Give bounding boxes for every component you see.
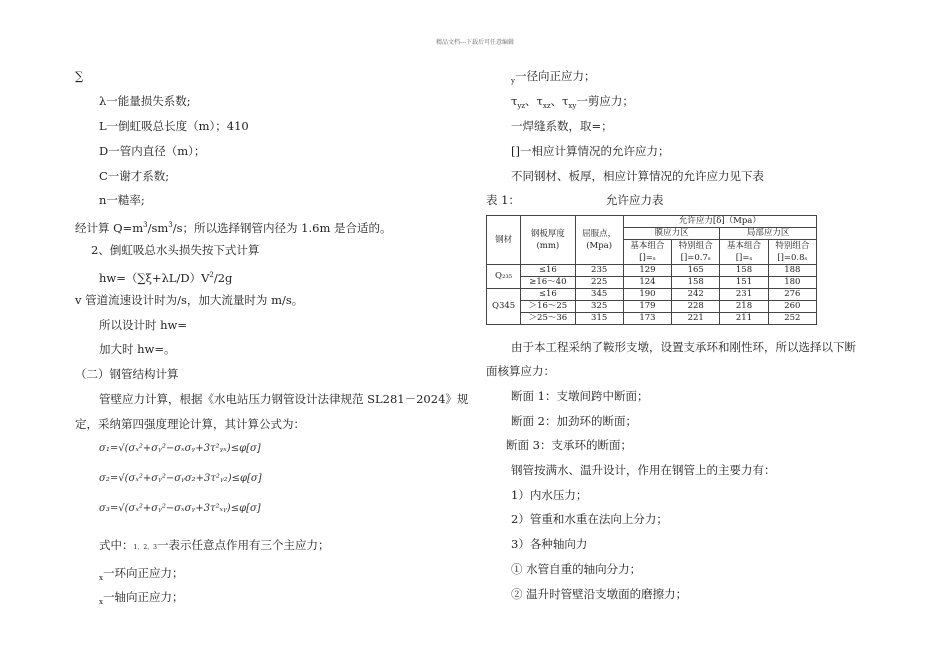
sigma-symbol: ∑ <box>75 69 84 83</box>
max-hw: 加大时 hw=。 <box>99 342 176 356</box>
radial-stress-definition: $_y$一径向正应力； <box>511 69 596 85</box>
header-material: 钢材 <box>487 216 521 265</box>
table-cell: 218 <box>720 301 768 313</box>
table-cell: 173 <box>623 313 671 325</box>
axial-stress-definition: $_x$一轴向正应力； <box>99 590 184 606</box>
item-2-heading: 2、倒虹吸总水头损失按下式计算 <box>91 243 260 257</box>
table-cell: 190 <box>623 289 671 301</box>
table-cell: 235 <box>575 265 623 277</box>
table-cell: ＞25～36 <box>521 313 575 325</box>
velocity-line: v 管道流速设计时为/s，加大流量时为 m/s。 <box>75 293 304 307</box>
allowable-stress-table <box>486 215 817 325</box>
table-cell: 228 <box>672 301 720 313</box>
force-2: 2）管重和水重在法向上分力； <box>511 512 668 526</box>
force-3b: ② 温升时管壁沿支墩面的磨擦力； <box>511 587 688 601</box>
table-row <box>487 313 817 325</box>
design-hw: 所以设计时 hw= <box>99 318 188 332</box>
table-cell: 158 <box>672 277 720 289</box>
table-cell: 165 <box>672 265 720 277</box>
load-intro: 钢管按满水、温升设计，作用在钢管上的主要力有： <box>511 463 776 477</box>
section-3: 断面 3：支承环的断面； <box>506 438 632 452</box>
header-combo: 特别组合 []=0.8ₛ <box>768 240 816 265</box>
table-cell: 180 <box>768 277 816 289</box>
table-cell: 325 <box>575 301 623 313</box>
force-1: 1）内水压力； <box>511 488 588 502</box>
force-3a: ① 水管自重的轴向分力； <box>511 562 642 576</box>
paragraph-line-2: 定，采纳第四强度理论计算，其计算公式为： <box>75 417 305 431</box>
table-cell: 158 <box>720 265 768 277</box>
weld-coefficient: 一焊缝系数，取=； <box>511 119 613 133</box>
header-allowable: 允许应力[δ]（Mpa） <box>623 216 816 228</box>
head-loss-formula: $hw=(\sum\xi+\lambda L/D)V^2/2g$ <box>99 271 233 285</box>
force-3: 3）各种轴向力 <box>511 537 588 551</box>
table-cell: 129 <box>623 265 671 277</box>
length-definition: L一倒虹吸总长度（m）；410 <box>99 119 249 133</box>
table-cell: ≤16 <box>521 289 575 301</box>
table-cell: 315 <box>575 313 623 325</box>
diameter-definition: D一管内直径（m）； <box>99 144 206 158</box>
lambda-definition: λ一能量损失系数; <box>99 94 191 108</box>
where-line: 式中：1、2、3一表示任意点作用有三个主应力； <box>99 538 330 552</box>
formula-3: σ₃=√(σₓ²+σᵧ²−σₓσᵧ+3τ²ₓᵧ)≤φ[σ] <box>99 503 261 514</box>
shear-stress-definition: $\tau_{yz}$、$\tau_{xz}$、$\tau_{xy}$一剪应力； <box>511 94 634 110</box>
table-cell: 179 <box>623 301 671 313</box>
roughness-definition: n一糙率; <box>99 193 145 207</box>
table-cell: ≥16～40 <box>521 277 575 289</box>
header-local: 局部应力区 <box>720 228 817 240</box>
table-cell: ＞16～25 <box>521 301 575 313</box>
material-note: 不同钢材、板厚，相应计算情况的允许应力见下表 <box>511 169 764 183</box>
header-thickness: 钢板厚度 (mm) <box>521 216 575 265</box>
paragraph-line-1: 管壁应力计算，根据《水电站压力钢管设计法律规范 SL281－2024》规 <box>99 392 469 406</box>
header-combo: 基本组合 []=ₛ <box>720 240 768 265</box>
header-combo: 基本组合 []=ₛ <box>623 240 671 265</box>
formula-2: σ₂=√(σₓ²+σᵧ²−σᵧσ₂+3τ²ᵧ₂)≤φ[σ] <box>99 473 262 484</box>
table-cell: 345 <box>575 289 623 301</box>
table-cell: 221 <box>672 313 720 325</box>
table-row <box>487 289 817 301</box>
table-cell: 252 <box>768 313 816 325</box>
table-row <box>487 265 817 277</box>
table-label: 表 1： <box>486 193 520 207</box>
section-2: 断面 2：加劲环的断面； <box>511 414 637 428</box>
table-title: 允许应力表 <box>606 193 664 207</box>
table-row <box>487 301 817 313</box>
header-yield: 屈服点， (Mpa) <box>575 216 623 265</box>
formula-1: σ₁=√(σₓ²+σᵧ²−σₓσᵧ+3τ²ᵧₓ)≤φ[σ] <box>99 443 261 454</box>
header-combo: 特别组合 []=0.7ₛ <box>672 240 720 265</box>
table-cell: 225 <box>575 277 623 289</box>
material-cell: Q345 <box>487 289 521 325</box>
page-header: 精品文档---下载后可任意编辑 <box>435 39 515 46</box>
table-cell: 151 <box>720 277 768 289</box>
table-row <box>487 277 817 289</box>
table-cell: 124 <box>623 277 671 289</box>
calculation-result: 经计算 $Q=m^3/sm^3/s$；所以选择钢管内径为 1.6m 是合适的。 <box>75 221 392 235</box>
table-cell: 260 <box>768 301 816 313</box>
table-cell: 231 <box>720 289 768 301</box>
table-cell: 276 <box>768 289 816 301</box>
table-cell: 188 <box>768 265 816 277</box>
section-1: 断面 1：支墩间跨中断面； <box>511 389 649 403</box>
chezy-definition: C一谢才系数; <box>99 169 170 183</box>
header-membrane: 膜应力区 <box>623 228 720 240</box>
section-heading-2: （二）钢管结构计算 <box>75 367 179 381</box>
paragraph-b: 面核算应力： <box>486 364 555 378</box>
paragraph-a: 由于本工程采纳了鞍形支墩，设置支承环和刚性环，所以选择以下断 <box>511 340 856 354</box>
table-cell: ≤16 <box>521 265 575 277</box>
allowable-stress-definition: []一相应计算情况的允许应力； <box>511 144 670 158</box>
hoop-stress-definition: $_x$一环向正应力； <box>99 566 184 582</box>
material-cell: Q₂₃₅ <box>487 265 521 289</box>
table-cell: 242 <box>672 289 720 301</box>
table-cell: 211 <box>720 313 768 325</box>
